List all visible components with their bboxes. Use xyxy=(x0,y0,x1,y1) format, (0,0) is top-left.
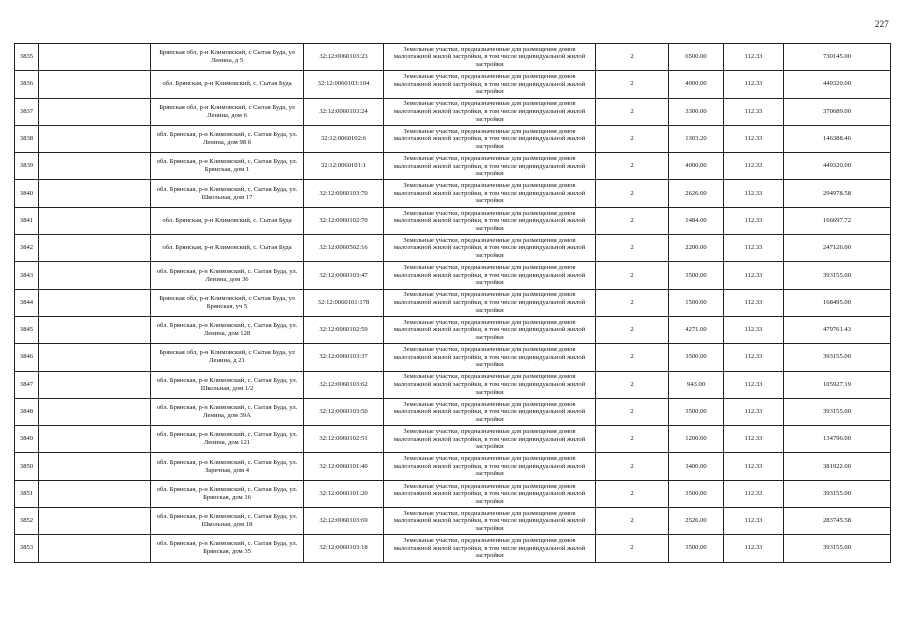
group-number-cell: 2 xyxy=(596,289,669,316)
row-number: 3844 xyxy=(15,289,39,316)
land-use-description-cell: Земельные участки, предназначенные для размещения домов малоэтажной жилой застройки, в том числе индивидуальной жилой застройки xyxy=(384,508,596,535)
land-use-description-cell: Земельные участки, предназначенные для размещения домов малоэтажной жилой застройки, в том числе индивидуальной жилой застройки xyxy=(384,180,596,207)
cadastral-number-cell: 32:12:0060101:40 xyxy=(304,453,384,480)
land-use-description-cell: Земельные участки, предназначенные для размещения домов малоэтажной жилой застройки, в том числе индивидуальной жилой застройки xyxy=(384,398,596,425)
specific-value-cell: 112.33 xyxy=(724,371,784,398)
specific-value-cell: 112.33 xyxy=(724,344,784,371)
group-number-cell: 2 xyxy=(596,262,669,289)
row-number: 3848 xyxy=(15,398,39,425)
address-cell: обл. Брянская, р-н Климовский, с. Сытая Буда, ул. Брянская, дом 1 xyxy=(151,153,304,180)
page-number: 227 xyxy=(874,19,889,29)
blank-cell xyxy=(39,289,151,316)
cadastral-value-cell: 449320.00 xyxy=(784,153,891,180)
address-cell: обл. Брянская, р-н Климовский, с. Сытая Буда, ул. Заречная, дом 4 xyxy=(151,453,304,480)
address-cell: Брянская обл, р-н Климовский, с Сытая Буда, ул Ленина, д 21 xyxy=(151,344,304,371)
blank-cell xyxy=(39,235,151,262)
specific-value-cell: 112.33 xyxy=(724,508,784,535)
blank-cell xyxy=(39,71,151,98)
cadastral-number-cell: 32:12:0060103:24 xyxy=(304,98,384,125)
row-number: 3850 xyxy=(15,453,39,480)
blank-cell xyxy=(39,371,151,398)
cadastral-number-cell: 32:12:0060103:47 xyxy=(304,262,384,289)
cadastral-value-cell: 134796.00 xyxy=(784,426,891,453)
cadastral-number-cell: 32:12:0060101:20 xyxy=(304,480,384,507)
row-number: 3853 xyxy=(15,535,39,562)
area-cell: 4000.00 xyxy=(669,153,724,180)
cadastral-value-cell: 370689.00 xyxy=(784,98,891,125)
land-use-description-cell: Земельные участки, предназначенные для размещения домов малоэтажной жилой застройки, в том числе индивидуальной жилой застройки xyxy=(384,262,596,289)
row-number: 3851 xyxy=(15,480,39,507)
land-use-description-cell: Земельные участки, предназначенные для размещения домов малоэтажной жилой застройки, в том числе индивидуальной жилой застройки xyxy=(384,344,596,371)
blank-cell xyxy=(39,535,151,562)
area-cell: 3500.00 xyxy=(669,344,724,371)
cadastral-value-cell: 479761.43 xyxy=(784,316,891,343)
land-use-description-cell: Земельные участки, предназначенные для размещения домов малоэтажной жилой застройки, в том числе индивидуальной жилой застройки xyxy=(384,453,596,480)
area-cell: 2626.00 xyxy=(669,180,724,207)
specific-value-cell: 112.33 xyxy=(724,453,784,480)
area-cell: 1303.20 xyxy=(669,125,724,152)
table-body xyxy=(15,44,891,563)
cadastral-number-cell: 32:12:0060102:6 xyxy=(304,125,384,152)
cadastral-number-cell: 32:12:0060103:37 xyxy=(304,344,384,371)
specific-value-cell: 112.33 xyxy=(724,480,784,507)
specific-value-cell: 112.33 xyxy=(724,153,784,180)
row-number: 3845 xyxy=(15,316,39,343)
land-use-description-cell: Земельные участки, предназначенные для размещения домов малоэтажной жилой застройки, в том числе индивидуальной жилой застройки xyxy=(384,426,596,453)
address-cell: Брянская обл, р-н Климовский, с Сытая Буда, ул Брянская, уч 5 xyxy=(151,289,304,316)
cadastral-number-cell: 32:12:0060103:69 xyxy=(304,508,384,535)
area-cell: 3400.00 xyxy=(669,453,724,480)
land-use-description-cell: Земельные участки, предназначенные для размещения домов малоэтажной жилой застройки, в том числе индивидуальной жилой застройки xyxy=(384,71,596,98)
blank-cell xyxy=(39,153,151,180)
table-row xyxy=(15,535,891,562)
group-number-cell: 2 xyxy=(596,508,669,535)
row-number: 3843 xyxy=(15,262,39,289)
cadastral-value-cell: 381922.00 xyxy=(784,453,891,480)
group-number-cell: 2 xyxy=(596,44,669,71)
area-cell: 2526.00 xyxy=(669,508,724,535)
group-number-cell: 2 xyxy=(596,153,669,180)
table-row xyxy=(15,316,891,343)
address-cell: обл. Брянская, р-н Климовский, с. Сытая Буда, ул. Ленина, дом 121 xyxy=(151,426,304,453)
cadastral-number-cell: 32:12:0060103:50 xyxy=(304,398,384,425)
table-row xyxy=(15,44,891,71)
cadastral-number-cell: 32:12:0060103:70 xyxy=(304,180,384,207)
table-row xyxy=(15,508,891,535)
land-use-description-cell: Земельные участки, предназначенные для размещения домов малоэтажной жилой застройки, в том числе индивидуальной жилой застройки xyxy=(384,480,596,507)
group-number-cell: 2 xyxy=(596,98,669,125)
cadastral-value-cell: 168495.00 xyxy=(784,289,891,316)
blank-cell xyxy=(39,98,151,125)
table-row xyxy=(15,98,891,125)
row-number: 3849 xyxy=(15,426,39,453)
area-cell: 3500.00 xyxy=(669,262,724,289)
cadastral-number-cell: 32:12:0060102:70 xyxy=(304,207,384,234)
cadastral-number-cell: 32:12:0060103:104 xyxy=(304,71,384,98)
specific-value-cell: 112.33 xyxy=(724,98,784,125)
table-row xyxy=(15,125,891,152)
table-row xyxy=(15,180,891,207)
table-row xyxy=(15,426,891,453)
row-number: 3836 xyxy=(15,71,39,98)
blank-cell xyxy=(39,480,151,507)
group-number-cell: 2 xyxy=(596,207,669,234)
cadastral-number-cell: 32:12:0060102:59 xyxy=(304,316,384,343)
table-row xyxy=(15,371,891,398)
cadastral-value-cell: 393155.00 xyxy=(784,480,891,507)
table-row xyxy=(15,262,891,289)
address-cell: обл. Брянская, р-н Климовский, с. Сытая Буда xyxy=(151,71,304,98)
group-number-cell: 2 xyxy=(596,371,669,398)
cadastral-number-cell: 32:12:0060101:1 xyxy=(304,153,384,180)
address-cell: Брянская обл, р-н Климовский, с Сытая Буда, ул Ленина, дом 6 xyxy=(151,98,304,125)
blank-cell xyxy=(39,316,151,343)
blank-cell xyxy=(39,453,151,480)
address-cell: обл. Брянская, р-н Климовский, с. Сытая Буда, ул. Школьная, дом 18 xyxy=(151,508,304,535)
blank-cell xyxy=(39,125,151,152)
specific-value-cell: 112.33 xyxy=(724,398,784,425)
row-number: 3852 xyxy=(15,508,39,535)
specific-value-cell: 112.33 xyxy=(724,262,784,289)
cadastral-number-cell: 32:12:0060101:178 xyxy=(304,289,384,316)
area-cell: 943.00 xyxy=(669,371,724,398)
area-cell: 1500.00 xyxy=(669,289,724,316)
cadastral-number-cell: 32:12:0060103:62 xyxy=(304,371,384,398)
blank-cell xyxy=(39,398,151,425)
row-number: 3842 xyxy=(15,235,39,262)
cadastral-number-cell: 32:12:0060502:16 xyxy=(304,235,384,262)
table-row xyxy=(15,398,891,425)
cadastral-value-cell: 393155.00 xyxy=(784,535,891,562)
specific-value-cell: 112.33 xyxy=(724,289,784,316)
group-number-cell: 2 xyxy=(596,480,669,507)
row-number: 3835 xyxy=(15,44,39,71)
cadastral-value-cell: 449320.00 xyxy=(784,71,891,98)
group-number-cell: 2 xyxy=(596,426,669,453)
row-number: 3846 xyxy=(15,344,39,371)
land-parcels-table xyxy=(14,43,891,563)
group-number-cell: 2 xyxy=(596,125,669,152)
land-use-description-cell: Земельные участки, предназначенные для размещения домов малоэтажной жилой застройки, в том числе индивидуальной жилой застройки xyxy=(384,535,596,562)
blank-cell xyxy=(39,44,151,71)
group-number-cell: 2 xyxy=(596,344,669,371)
land-use-description-cell: Земельные участки, предназначенные для размещения домов малоэтажной жилой застройки, в том числе индивидуальной жилой застройки xyxy=(384,153,596,180)
cadastral-value-cell: 393155.00 xyxy=(784,262,891,289)
group-number-cell: 2 xyxy=(596,180,669,207)
blank-cell xyxy=(39,426,151,453)
land-use-description-cell: Земельные участки, предназначенные для размещения домов малоэтажной жилой застройки, в том числе индивидуальной жилой застройки xyxy=(384,44,596,71)
address-cell: обл. Брянская, р-н Климовский, с. Сытая Буда, ул. Школьная, дом 17 xyxy=(151,180,304,207)
land-use-description-cell: Земельные участки, предназначенные для размещения домов малоэтажной жилой застройки, в том числе индивидуальной жилой застройки xyxy=(384,98,596,125)
row-number: 3839 xyxy=(15,153,39,180)
row-number: 3841 xyxy=(15,207,39,234)
cadastral-value-cell: 247126.00 xyxy=(784,235,891,262)
land-use-description-cell: Земельные участки, предназначенные для размещения домов малоэтажной жилой застройки, в том числе индивидуальной жилой застройки xyxy=(384,125,596,152)
specific-value-cell: 112.33 xyxy=(724,207,784,234)
area-cell: 4271.00 xyxy=(669,316,724,343)
address-cell: обл. Брянская, р-н Климовский, с. Сытая Буда, ул. Школьная, дом 1/2 xyxy=(151,371,304,398)
area-cell: 3500.00 xyxy=(669,398,724,425)
land-use-description-cell: Земельные участки, предназначенные для размещения домов малоэтажной жилой застройки, в том числе индивидуальной жилой застройки xyxy=(384,316,596,343)
address-cell: обл. Брянская, р-н Климовский, с. Сытая Буда xyxy=(151,207,304,234)
table-row xyxy=(15,235,891,262)
group-number-cell: 2 xyxy=(596,235,669,262)
cadastral-number-cell: 32:12:0060103:23 xyxy=(304,44,384,71)
blank-cell xyxy=(39,344,151,371)
address-cell: Брянская обл, р-н Климовский, с Сытая Буда, ул Ленина, д 5 xyxy=(151,44,304,71)
table-row xyxy=(15,207,891,234)
blank-cell xyxy=(39,508,151,535)
blank-cell xyxy=(39,207,151,234)
table-row xyxy=(15,480,891,507)
address-cell: обл. Брянская, р-н Климовский, с. Сытая Буда, ул. Ленина, дом 128 xyxy=(151,316,304,343)
specific-value-cell: 112.33 xyxy=(724,71,784,98)
group-number-cell: 2 xyxy=(596,71,669,98)
cadastral-number-cell: 32:12:0060102:51 xyxy=(304,426,384,453)
cadastral-number-cell: 32:12:0060103:18 xyxy=(304,535,384,562)
table-row xyxy=(15,289,891,316)
address-cell: обл. Брянская, р-н Климовский, с. Сытая Буда xyxy=(151,235,304,262)
cadastral-value-cell: 393155.00 xyxy=(784,344,891,371)
cadastral-value-cell: 294978.58 xyxy=(784,180,891,207)
address-cell: обл. Брянская, р-н Климовский, с. Сытая Буда, ул. Ленина, дом 98 б xyxy=(151,125,304,152)
land-use-description-cell: Земельные участки, предназначенные для размещения домов малоэтажной жилой застройки, в том числе индивидуальной жилой застройки xyxy=(384,207,596,234)
group-number-cell: 2 xyxy=(596,453,669,480)
row-number: 3847 xyxy=(15,371,39,398)
specific-value-cell: 112.33 xyxy=(724,235,784,262)
specific-value-cell: 112.33 xyxy=(724,180,784,207)
area-cell: 4000.00 xyxy=(669,71,724,98)
area-cell: 2200.00 xyxy=(669,235,724,262)
cadastral-value-cell: 730145.00 xyxy=(784,44,891,71)
land-use-description-cell: Земельные участки, предназначенные для размещения домов малоэтажной жилой застройки, в том числе индивидуальной жилой застройки xyxy=(384,289,596,316)
area-cell: 1484.00 xyxy=(669,207,724,234)
area-cell: 6500.00 xyxy=(669,44,724,71)
cadastral-value-cell: 146388.46 xyxy=(784,125,891,152)
specific-value-cell: 112.33 xyxy=(724,426,784,453)
area-cell: 3300.00 xyxy=(669,98,724,125)
group-number-cell: 2 xyxy=(596,316,669,343)
land-use-description-cell: Земельные участки, предназначенные для размещения домов малоэтажной жилой застройки, в том числе индивидуальной жилой застройки xyxy=(384,235,596,262)
specific-value-cell: 112.33 xyxy=(724,44,784,71)
cadastral-value-cell: 105927.19 xyxy=(784,371,891,398)
table-row xyxy=(15,71,891,98)
table-row xyxy=(15,153,891,180)
area-cell: 1200.00 xyxy=(669,426,724,453)
group-number-cell: 2 xyxy=(596,398,669,425)
address-cell: обл. Брянская, р-н Климовский, с. Сытая Буда, ул. Брянская, дом 16 xyxy=(151,480,304,507)
area-cell: 3500.00 xyxy=(669,535,724,562)
specific-value-cell: 112.33 xyxy=(724,535,784,562)
row-number: 3837 xyxy=(15,98,39,125)
area-cell: 3500.00 xyxy=(669,480,724,507)
address-cell: обл. Брянская, р-н Климовский, с. Сытая Буда, ул. Ленина, дом 36 xyxy=(151,262,304,289)
address-cell: обл. Брянская, р-н Климовский, с. Сытая Буда, ул. Брянская, дом 35 xyxy=(151,535,304,562)
specific-value-cell: 112.33 xyxy=(724,316,784,343)
cadastral-value-cell: 283745.58 xyxy=(784,508,891,535)
group-number-cell: 2 xyxy=(596,535,669,562)
row-number: 3838 xyxy=(15,125,39,152)
cadastral-value-cell: 166697.72 xyxy=(784,207,891,234)
table-row xyxy=(15,453,891,480)
row-number: 3840 xyxy=(15,180,39,207)
cadastral-value-cell: 393155.00 xyxy=(784,398,891,425)
blank-cell xyxy=(39,180,151,207)
table-row xyxy=(15,344,891,371)
land-parcels-table-container xyxy=(14,43,890,563)
address-cell: обл. Брянская, р-н Климовский, с. Сытая Буда, ул. Ленина, дом 39А xyxy=(151,398,304,425)
specific-value-cell: 112.33 xyxy=(724,125,784,152)
land-use-description-cell: Земельные участки, предназначенные для размещения домов малоэтажной жилой застройки, в том числе индивидуальной жилой застройки xyxy=(384,371,596,398)
blank-cell xyxy=(39,262,151,289)
